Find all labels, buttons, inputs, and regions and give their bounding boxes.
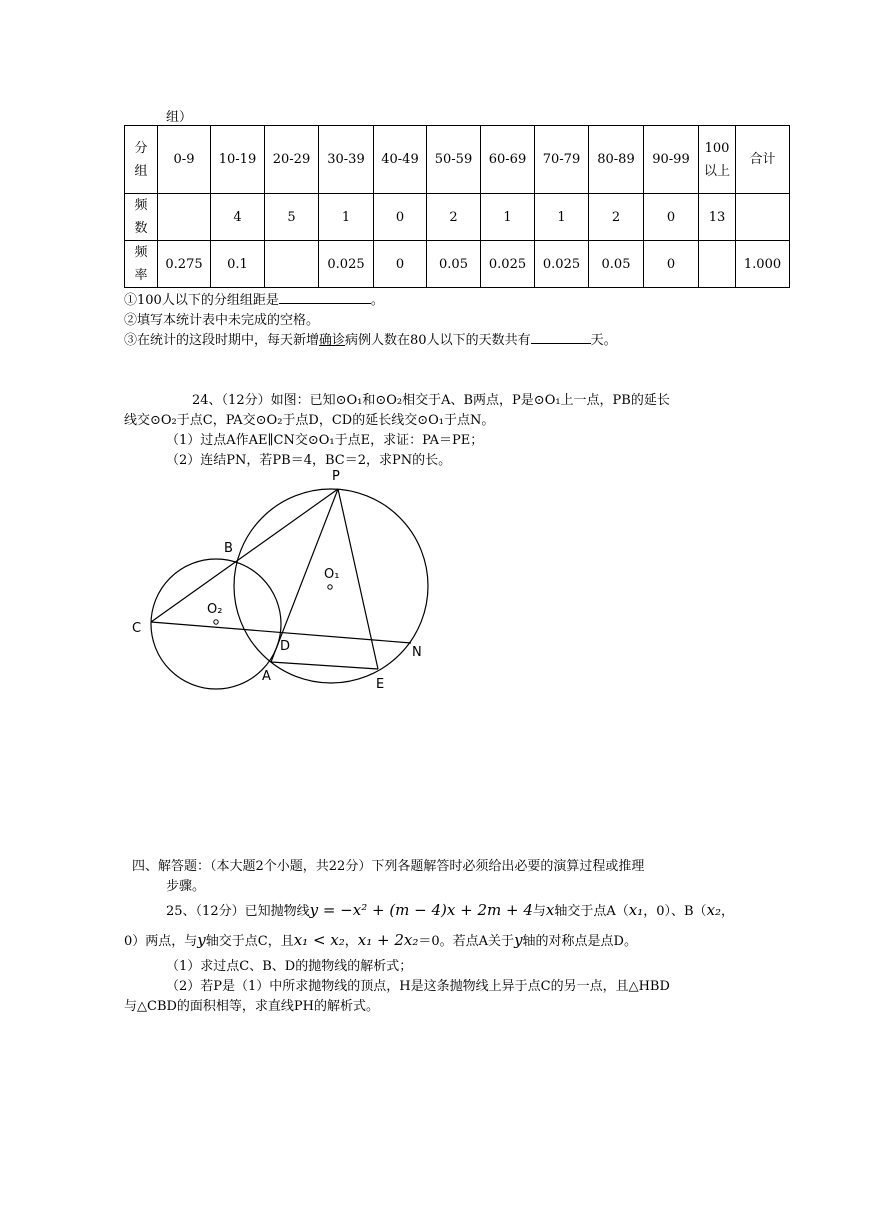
segment-cp	[151, 489, 338, 622]
label-d: D	[280, 639, 291, 654]
table-cell: 1	[481, 194, 535, 241]
parabola-equation: y = −x² + (m − 4)x + 2m + 4	[309, 901, 533, 919]
q23-item-3: ③在统计的这段时期中，每天新增确诊病例人数在80人以下的天数共有 天。	[124, 333, 617, 348]
table-cell: 2	[589, 194, 644, 241]
table-cell: 0	[644, 194, 699, 241]
q25-part-2-line-1: （2）若P是（1）中所求抛物线的顶点，H是这条抛物线上异于点C的另一点，且△HBD	[166, 979, 670, 994]
table-cell: 60-69	[481, 126, 535, 194]
q25-line-2: 0）两点，与y轴交于点C，且x₁ < x₂，x₁ + 2x₂＝0。若点A关于y轴的对称点是点D。	[124, 931, 637, 949]
q23-item-2: ②填写本统计表中未完成的空格。	[124, 313, 320, 328]
q24-part-1: （1）过点A作AE∥CN交⊙O₁于点E，求证：PA＝PE；	[166, 433, 484, 448]
condition: x₁ + 2x₂	[357, 931, 419, 949]
label-a: A	[262, 669, 271, 684]
table-caption-tail: 组）	[166, 110, 193, 125]
table-cell: 40-49	[374, 126, 427, 194]
table-cell: 0.025	[535, 241, 589, 288]
label-p: P	[332, 469, 340, 484]
segment-pe	[338, 489, 378, 669]
table-cell: 70-79	[535, 126, 589, 194]
table-cell: 0.025	[481, 241, 535, 288]
table-cell: 1.000	[736, 241, 790, 288]
table-cell: 4	[211, 194, 265, 241]
segment-ae	[271, 662, 378, 669]
inequality: x₁ < x₂	[293, 931, 345, 949]
q24-part-2: （2）连结PN，若PB＝4，BC＝2，求PN的长。	[166, 453, 452, 468]
q24-line-1: 24、（12分）如图：已知⊙O₁和⊙O₂相交于A、B两点，P是⊙O₁上一点，PB的延长	[192, 393, 670, 408]
table-cell: 1	[535, 194, 589, 241]
table-cell: 0	[374, 194, 427, 241]
center-o1-dot	[328, 585, 332, 589]
table-cell: 13	[699, 194, 736, 241]
label-b: B	[224, 541, 233, 556]
table-cell: 80-89	[589, 126, 644, 194]
label-e: E	[376, 677, 385, 692]
table-cell: 90-99	[644, 126, 699, 194]
section-4-heading-cont: 步骤。	[166, 879, 206, 894]
center-o2-dot	[214, 620, 218, 624]
label-o2: O₂	[207, 602, 223, 617]
table-cell: 0.05	[589, 241, 644, 288]
table-cell: 0.025	[319, 241, 374, 288]
table-cell: 20-29	[265, 126, 319, 194]
q23-item-1: ①100人以下的分组组距是 。	[124, 293, 384, 308]
label-c: C	[132, 621, 142, 636]
table-cell: 0	[644, 241, 699, 288]
table-cell: 0.1	[211, 241, 265, 288]
table-cell: 2	[427, 194, 481, 241]
q24-line-2: 线交⊙O₂于点C，PA交⊙O₂于点D，CD的延长线交⊙O₁于点N。	[124, 413, 495, 428]
table-cell: 0	[374, 241, 427, 288]
table-cell: 0-9	[158, 126, 211, 194]
q25-part-2-line-2: 与△CBD的面积相等，求直线PH的解析式。	[124, 999, 380, 1014]
row-label-groups: 分组	[125, 126, 158, 194]
table-cell: 10-19	[211, 126, 265, 194]
section-4-heading: 四、解答题：（本大题2个小题，共22分）下列各题解答时必须给出必要的演算过程或推理	[132, 859, 645, 874]
label-n: N	[412, 645, 422, 660]
table-cell: 合计	[736, 126, 790, 194]
table-cell: 30-39	[319, 126, 374, 194]
row-label-rate: 频率	[125, 241, 158, 288]
table-cell: 100以上	[699, 126, 736, 194]
table-cell: 0.275	[158, 241, 211, 288]
row-label-frequency: 频数	[125, 194, 158, 241]
table-cell: 5	[265, 194, 319, 241]
table-cell: 1	[319, 194, 374, 241]
table-cell: 0.05	[427, 241, 481, 288]
q25-part-1: （1）求过点C、B、D的抛物线的解析式；	[166, 959, 413, 974]
table-cell: 50-59	[427, 126, 481, 194]
q25-line-1: 25、（12分）已知抛物线y = −x² + (m − 4)x + 2m + 4与x轴交于点A（x₁，0）、B（x₂，	[166, 901, 735, 919]
label-o1: O₁	[324, 567, 340, 582]
